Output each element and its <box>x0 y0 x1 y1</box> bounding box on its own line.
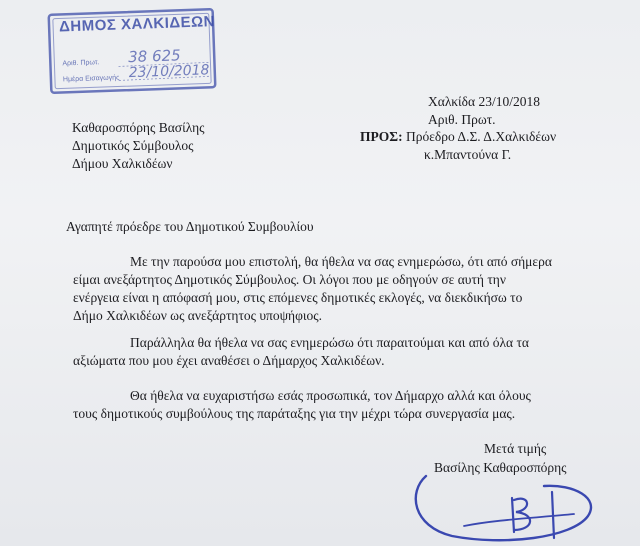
sender-name: Καθαροσπόρης Βασίλης <box>72 120 205 135</box>
paragraph-1-line: είμαι ανεξάρτητος Δημοτικός Σύμβουλος. Οι λόγοι που με οδηγούν σε αυτή την <box>73 272 506 287</box>
paragraph-1-line: Με την παρούσα μου επιστολή, θα ήθελα να σας ενημερώσω, ότι από σήμερα <box>130 254 552 269</box>
place-date: Χαλκίδα 23/10/2018 <box>428 94 540 109</box>
to-label: ΠΡΟΣ: <box>360 129 403 144</box>
paragraph-3-line: τους δημοτικούς συμβούλους της παράταξης για την μέχρι τώρα συνεργασία μας. <box>73 406 516 421</box>
recipient-line-1: Πρόεδρο Δ.Σ. Δ.Χαλκιδέων <box>406 129 557 144</box>
greeting: Αγαπητέ πρόεδρε του Δημοτικού Συμβουλίου <box>66 219 314 234</box>
paragraph-2-line: αξιώματα που μου έχει αναθέσει ο Δήμαρχος Χαλκιδέων. <box>73 353 385 368</box>
handwritten-signature <box>404 470 604 546</box>
stamp-date-label: Ημέρα Εισαγωγής <box>62 74 120 84</box>
closing-regards: Μετά τιμής <box>484 441 547 456</box>
stamp-title: ΔΗΜΟΣ ΧΑΛΚΙΔΕΩΝ <box>58 13 216 36</box>
paragraph-1-line: ενέργεια είναι η απόφασή μου, στις επόμενες δημοτικές εκλογές, να διεκδικήσω το <box>73 290 523 305</box>
stamp-protocol-number: 38 625 <box>127 46 181 67</box>
signer-name: Βασίλης Καθαροσπόρης <box>434 460 567 475</box>
paragraph-2-line: Παράλληλα θα ήθελα να σας ενημερώσω ότι παραιτούμαι και από όλα τα <box>130 335 529 350</box>
protocol-line: Αριθ. Πρωτ. <box>428 112 496 127</box>
paragraph-3-line: Θα ήθελα να ευχαριστήσω εσάς προσωπικά, τον Δήμαρχο αλλά και όλους <box>130 388 531 403</box>
stamp-date-value: 23/10/2018 <box>128 62 210 82</box>
stamp-protocol-label: Αριθ. Πρωτ. <box>62 59 100 68</box>
sender-municipality: Δήμου Χαλκιδέων <box>72 156 173 171</box>
official-stamp <box>47 7 218 95</box>
paragraph-1-line: Δήμο Χαλκιδέων ως ανεξάρτητος υποψήφιος. <box>73 308 322 323</box>
sender-role: Δημοτικός Σύμβουλος <box>72 138 194 153</box>
recipient-line-2: κ.Μπαντούνα Γ. <box>424 147 512 162</box>
